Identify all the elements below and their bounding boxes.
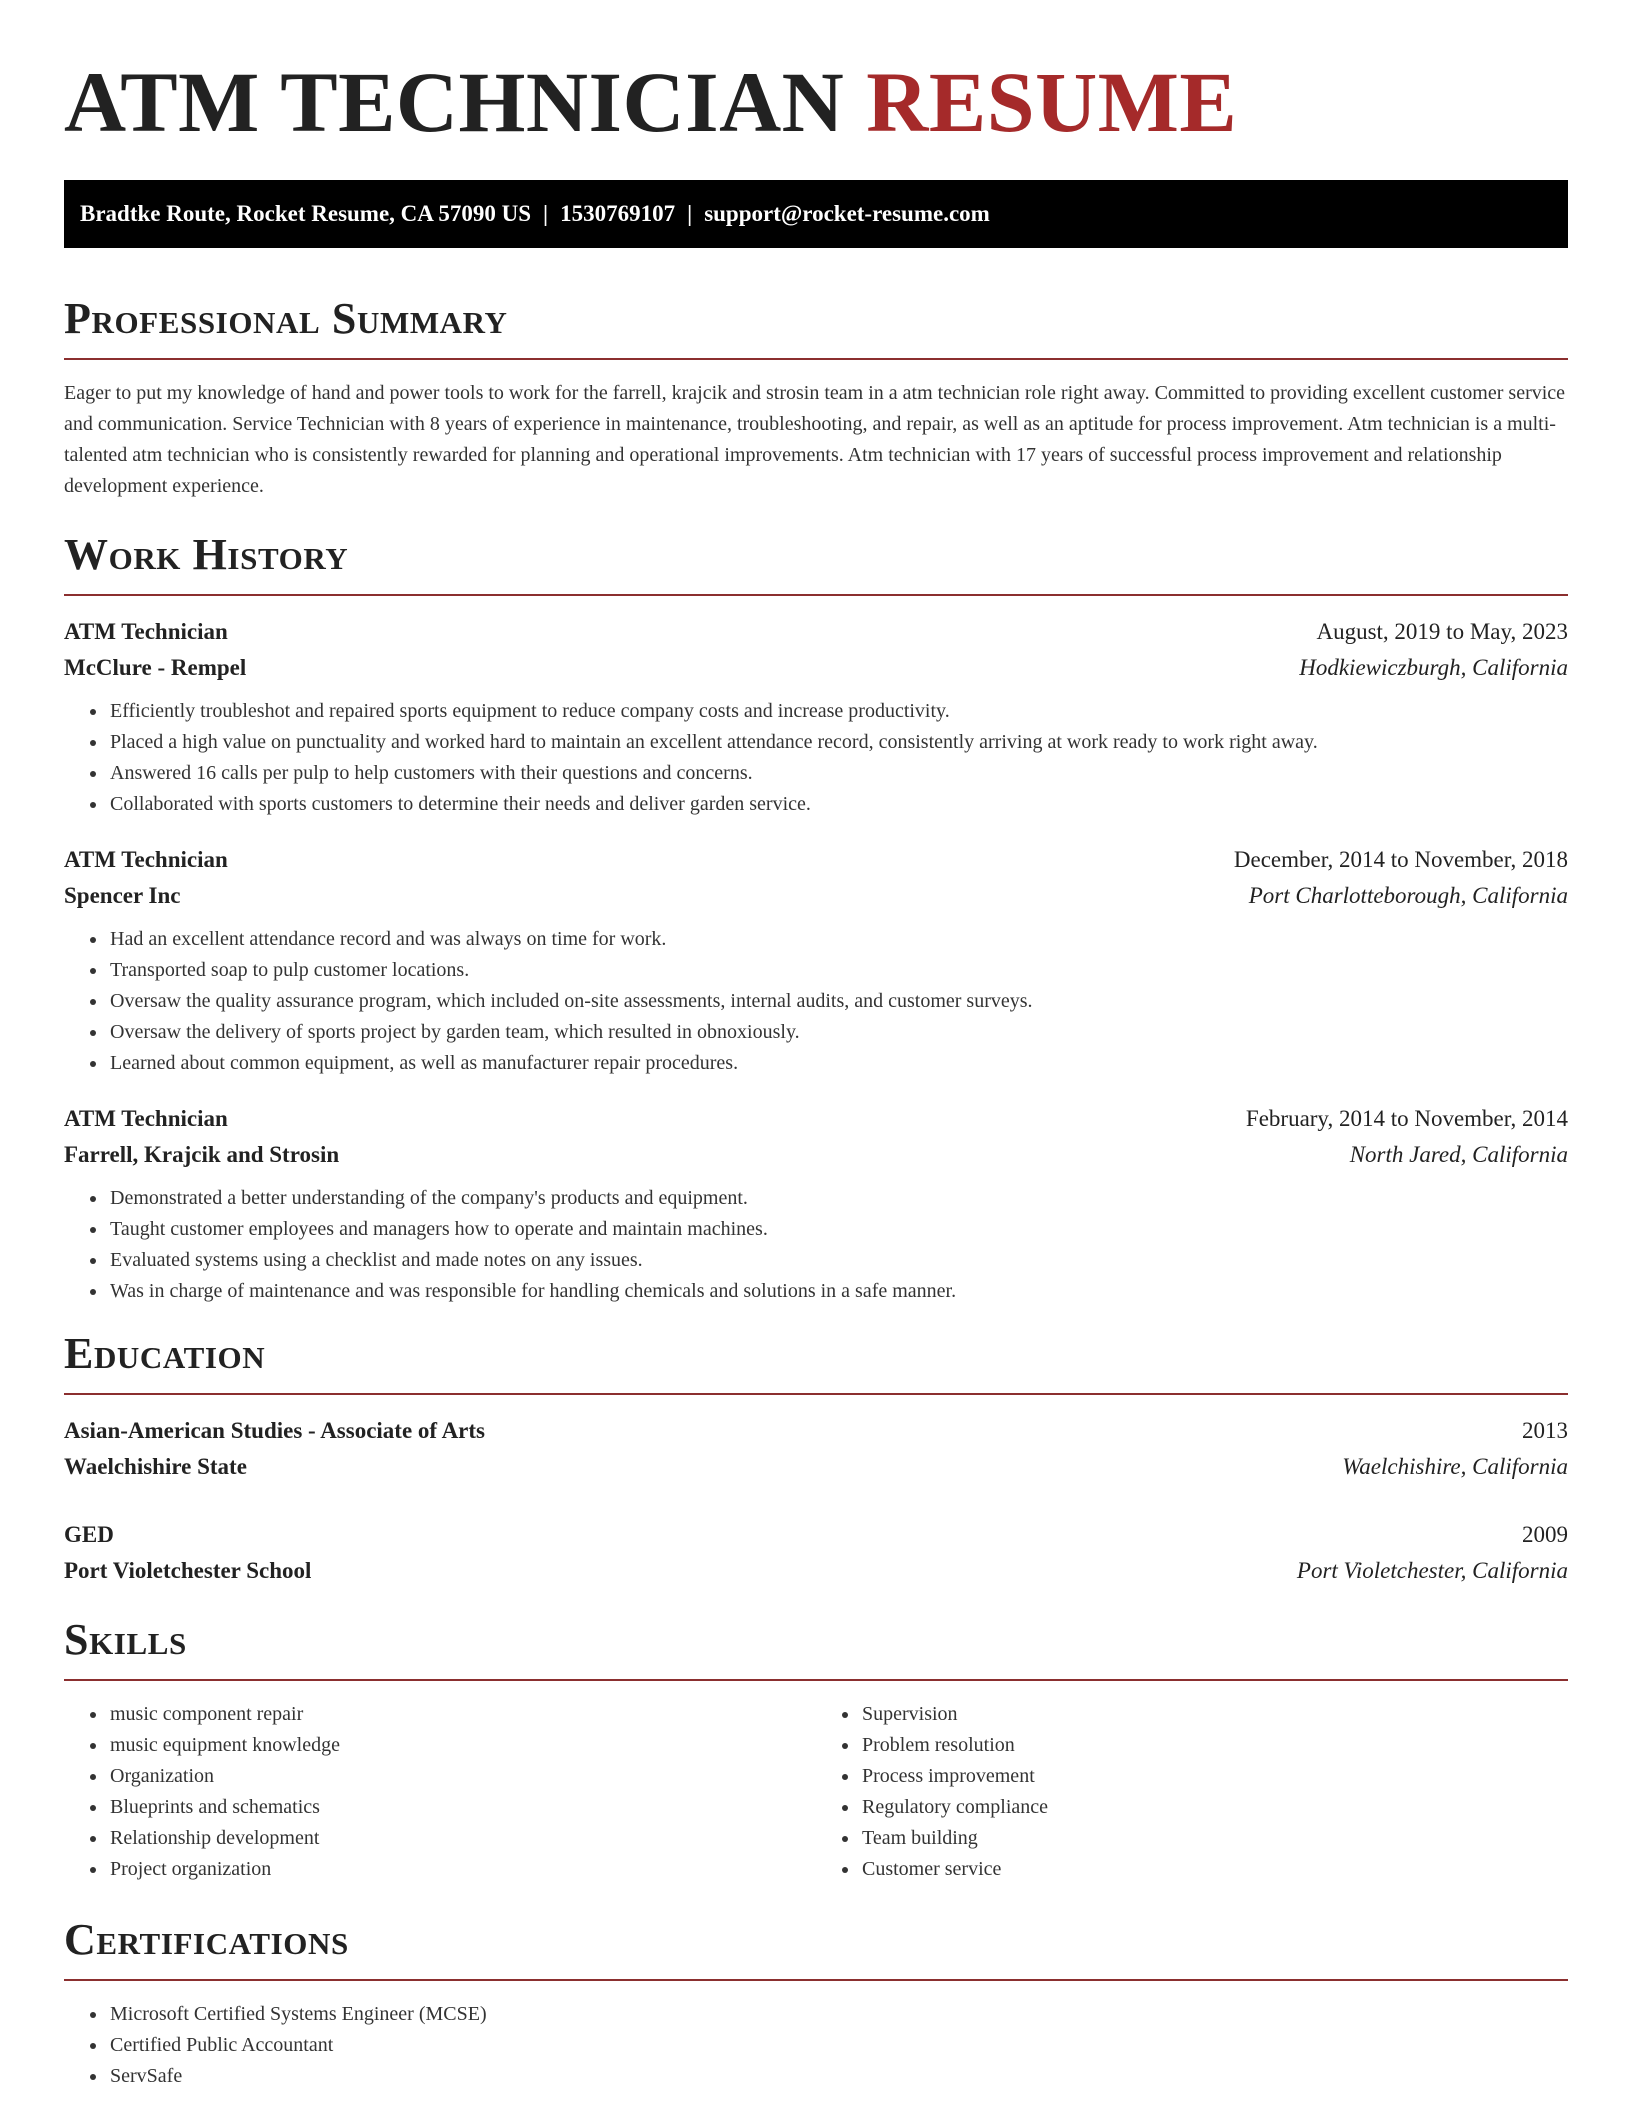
certifications-section — [64, 1915, 1568, 2092]
job-company: Farrell, Krajcik and Strosin — [64, 1142, 340, 1167]
skills-columns — [64, 1699, 1568, 1885]
job-bullet: • Had an excellent attendance record and was always on time for work. — [108, 924, 1568, 955]
skill-item: • Relationship development — [108, 1823, 816, 1854]
contact-separator: | — [687, 201, 693, 226]
job-entry — [64, 1101, 1568, 1307]
education-header-row — [64, 1517, 1568, 1553]
job-bullets — [64, 696, 1568, 820]
job-header-row — [64, 842, 1568, 878]
title-main: ATM TECHNICIAN — [64, 54, 845, 150]
education-location: Port Violetchester, California — [1296, 1558, 1568, 1583]
skills-list-right — [816, 1699, 1568, 1885]
skill-item: • Team building — [860, 1823, 1568, 1854]
title-accent: RESUME — [866, 54, 1238, 150]
job-header-row — [64, 614, 1568, 650]
page-title — [64, 56, 1568, 148]
summary-text: Eager to put my knowledge of hand and power tools to work for the farrell, krajcik and strosin team in a atm technician role right away. Committed to providing excellent customer service and communication. Service Technician with 8 years of experience in maintenance, troubleshooting, and repair, as well as an aptitude for process improvement. Atm technician is a multi-talented atm technician who is consistently rewarded for planning and operational improvements. Atm technician with 17 years of successful process improvement and relationship development experience. — [64, 382, 1566, 497]
job-dates: December, 2014 to November, 2018 — [1233, 847, 1568, 872]
job-bullet: • Was in charge of maintenance and was responsible for handling chemicals and solutions in a safe manner. — [108, 1276, 1568, 1307]
job-company-row — [64, 650, 1568, 686]
job-bullet: • Oversaw the quality assurance program, which included on-site assessments, internal audits, and customer surveys. — [108, 986, 1568, 1017]
job-location: North Jared, California — [1349, 1142, 1568, 1167]
education-entry — [64, 1517, 1568, 1589]
skill-item: • Project organization — [108, 1854, 816, 1885]
job-bullet: • Evaluated systems using a checklist and made notes on any issues. — [108, 1245, 1568, 1276]
skills-section — [64, 1615, 1568, 1885]
summary-section — [64, 294, 1568, 502]
job-bullets — [64, 1183, 1568, 1307]
job-location: Port Charlotteborough, California — [1248, 883, 1568, 908]
job-bullet: • Demonstrated a better understanding of the company's products and equipment. — [108, 1183, 1568, 1214]
job-entry — [64, 614, 1568, 820]
job-entry — [64, 842, 1568, 1079]
skill-item: • Problem resolution — [860, 1730, 1568, 1761]
job-bullet: • Placed a high value on punctuality and worked hard to maintain an excellent attendance record, consistently arriving at work ready to work right away. — [108, 727, 1568, 758]
education-degree: GED — [64, 1522, 114, 1547]
certification-item: • Certified Public Accountant — [108, 2030, 1568, 2061]
section-divider — [64, 594, 1568, 596]
education-year: 2009 — [1522, 1522, 1568, 1547]
summary-heading: Professional Summary — [64, 294, 508, 343]
skills-list-left — [64, 1699, 816, 1885]
skill-item: • Blueprints and schematics — [108, 1792, 816, 1823]
job-bullet: • Taught customer employees and managers how to operate and maintain machines. — [108, 1214, 1568, 1245]
job-company: Spencer Inc — [64, 883, 181, 908]
education-year: 2013 — [1522, 1418, 1568, 1443]
education-heading: Education — [64, 1329, 266, 1378]
section-divider — [64, 1393, 1568, 1395]
job-title: ATM Technician — [64, 1106, 228, 1131]
job-title: ATM Technician — [64, 847, 228, 872]
job-bullet: • Learned about common equipment, as well as manufacturer repair procedures. — [108, 1048, 1568, 1079]
skill-item: • Supervision — [860, 1699, 1568, 1730]
job-bullet: • Oversaw the delivery of sports project by garden team, which resulted in obnoxiously. — [108, 1017, 1568, 1048]
job-header-row — [64, 1101, 1568, 1137]
work-history-section — [64, 530, 1568, 1307]
job-location: Hodkiewiczburgh, California — [1299, 655, 1568, 680]
job-dates: February, 2014 to November, 2014 — [1245, 1106, 1568, 1131]
job-bullet: • Transported soap to pulp customer locations. — [108, 955, 1568, 986]
education-school-row — [64, 1553, 1568, 1589]
education-school: Port Violetchester School — [64, 1558, 312, 1583]
skill-item: • Organization — [108, 1761, 816, 1792]
job-dates: August, 2019 to May, 2023 — [1316, 619, 1568, 644]
education-header-row — [64, 1413, 1568, 1449]
education-degree: Asian-American Studies - Associate of Arts — [64, 1418, 485, 1443]
education-section — [64, 1329, 1568, 1589]
certifications-heading: Certifications — [64, 1915, 349, 1964]
education-entry — [64, 1413, 1568, 1485]
contact-separator: | — [543, 201, 549, 226]
job-company: McClure - Rempel — [64, 655, 247, 680]
skill-item: • music equipment knowledge — [108, 1730, 816, 1761]
contact-address: Bradtke Route, Rocket Resume, CA 57090 US — [80, 201, 532, 226]
job-company-row — [64, 1137, 1568, 1173]
contact-phone: 1530769107 — [560, 201, 676, 226]
contact-bar — [64, 180, 1568, 248]
skill-item: • music component repair — [108, 1699, 816, 1730]
section-divider — [64, 358, 1568, 360]
section-divider — [64, 1979, 1568, 1981]
job-bullets — [64, 924, 1568, 1079]
skills-heading: Skills — [64, 1615, 187, 1664]
skill-item: • Process improvement — [860, 1761, 1568, 1792]
certifications-list — [64, 1999, 1568, 2092]
education-school-row — [64, 1449, 1568, 1485]
job-title: ATM Technician — [64, 619, 228, 644]
skill-item: • Customer service — [860, 1854, 1568, 1885]
education-location: Waelchishire, California — [1342, 1454, 1568, 1479]
section-divider — [64, 1679, 1568, 1681]
work-history-heading: Work History — [64, 530, 349, 579]
job-bullet: • Answered 16 calls per pulp to help customers with their questions and concerns. — [108, 758, 1568, 789]
certification-item: • ServSafe — [108, 2061, 1568, 2092]
skill-item: • Regulatory compliance — [860, 1792, 1568, 1823]
job-company-row — [64, 878, 1568, 914]
job-bullet: • Collaborated with sports customers to determine their needs and deliver garden service. — [108, 789, 1568, 820]
contact-email: support@rocket-resume.com — [704, 201, 990, 226]
certification-item: • Microsoft Certified Systems Engineer (MCSE) — [108, 1999, 1568, 2030]
education-school: Waelchishire State — [64, 1454, 247, 1479]
job-bullet: • Efficiently troubleshot and repaired sports equipment to reduce company costs and increase productivity. — [108, 696, 1568, 727]
